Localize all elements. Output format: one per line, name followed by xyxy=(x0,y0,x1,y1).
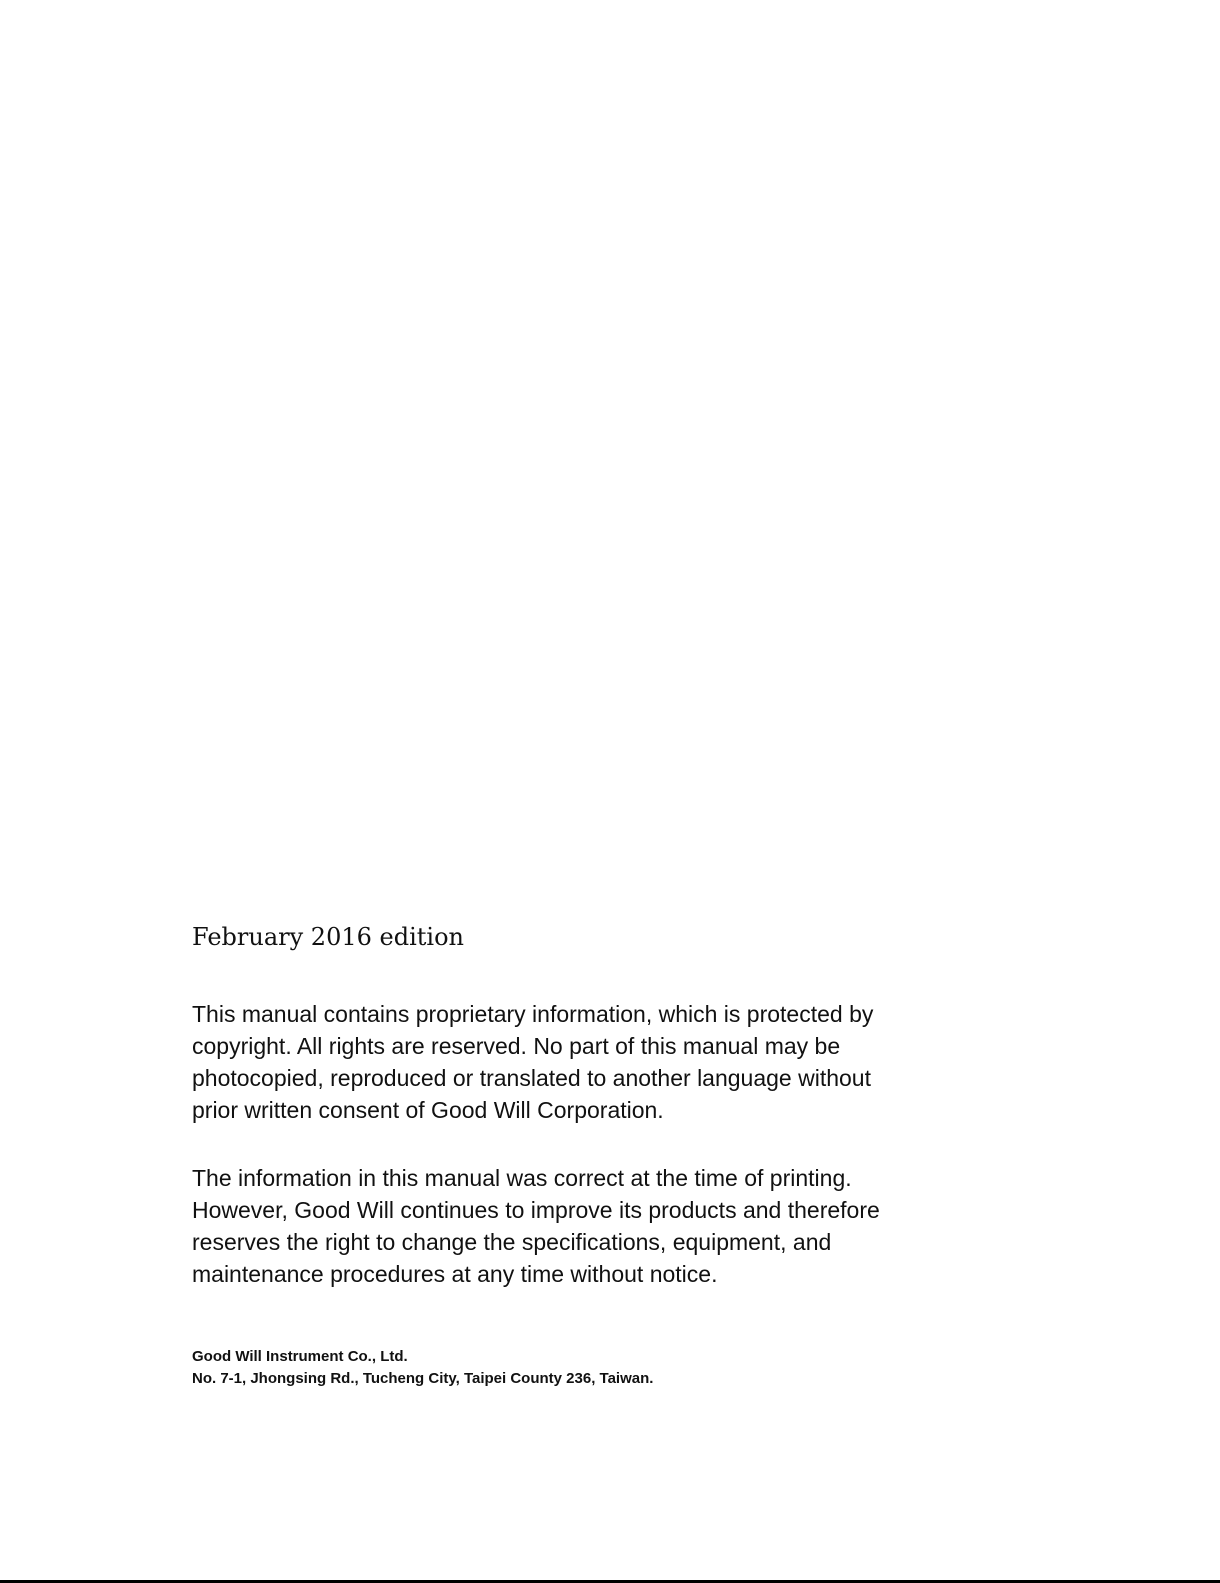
notice-line-3: reserves the right to change the specifications, equipment, and xyxy=(192,1229,832,1255)
notice-line-1: The information in this manual was correct at the time of printing. xyxy=(192,1165,852,1191)
company-address: No. 7-1, Jhongsing Rd., Tucheng City, Taipei County 236, Taiwan. xyxy=(192,1370,654,1387)
notice-line-4: maintenance procedures at any time without notice. xyxy=(192,1261,718,1287)
copyright-line-4: prior written consent of Good Will Corporation. xyxy=(192,1097,664,1123)
company-name: Good Will Instrument Co., Ltd. xyxy=(192,1348,408,1365)
edition-date: February 2016 edition xyxy=(192,923,464,951)
copyright-line-2: copyright. All rights are reserved. No part of this manual may be xyxy=(192,1033,841,1059)
copyright-line-3: photocopied, reproduced or translated to another language without xyxy=(192,1065,871,1091)
copyright-line-1: This manual contains proprietary information, which is protected by xyxy=(192,1001,874,1027)
notice-line-2: However, Good Will continues to improve its products and therefore xyxy=(192,1197,880,1223)
copyright-paragraph xyxy=(192,998,952,1126)
notice-paragraph xyxy=(192,1162,952,1290)
company-info xyxy=(192,1346,653,1390)
